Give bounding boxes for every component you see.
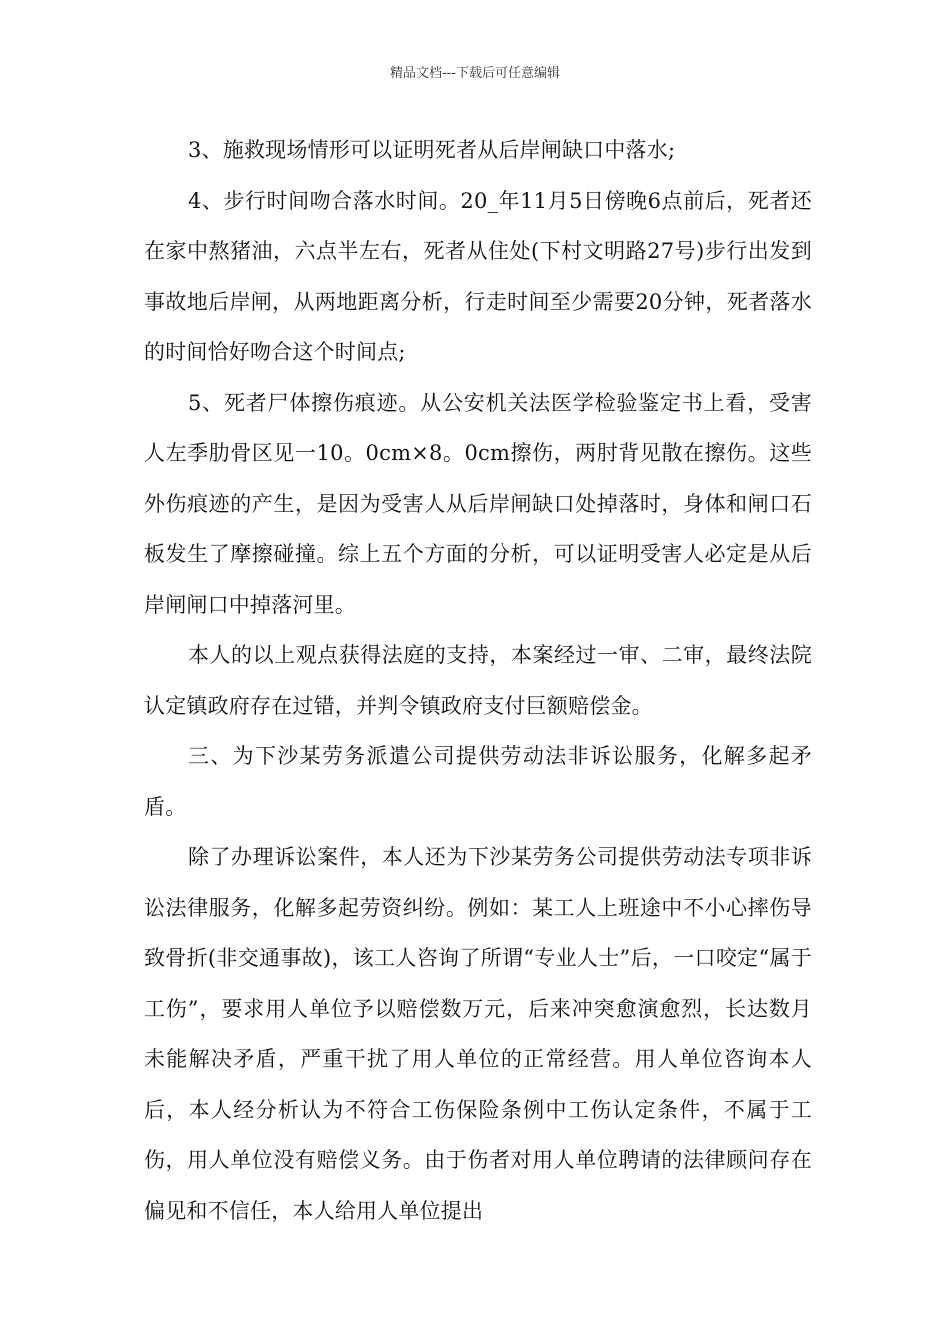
paragraph-court-ruling: 本人的以上观点获得法庭的支持，本案经过一审、二审，最终法院认定镇政府存在过错，并判令镇政府支付巨额赔偿金。: [144, 643, 812, 718]
section-heading-labor-service: 三、为下沙某劳务派遣公司提供劳动法非诉讼服务，化解多起矛盾。: [144, 744, 812, 819]
paragraph-rescue-scene: 3、施救现场情形可以证明死者从后岸闸缺口中落水;: [188, 138, 676, 162]
paragraph-non-litigation: 除了办理诉讼案件，本人还为下沙某劳务公司提供劳动法专项非诉讼法律服务，化解多起劳资纠纷。例如：某工人上班途中不小心摔伤导致骨折(非交通事故)，该工人咨询了所谓“专业人士”后，一口咬定“属于工伤”，要求用人单位予以赔偿数万元，后来冲突愈演愈烈，长达数月未能解决矛盾，严重干扰了用人单位的正常经营。用人单位咨询本人后，本人经分析认为不符合工伤保险条例中工伤认定条件，不属于工伤，用人单位没有赔偿义务。由于伤者对用人单位聘请的法律顾问存在偏见和不信任，本人给用人单位提出: [144, 845, 812, 1223]
paragraph-walking-time: 4、步行时间吻合落水时间。20_年11月5日傍晚6点前后，死者还在家中熬猪油，六点半左右，死者从住处(下村文明路27号)步行出发到事故地后岸闸，从两地距离分析，行走时间至少需要20分钟，死者落水的时间恰好吻合这个时间点;: [144, 188, 812, 364]
paragraph-abrasion-marks: 5、死者尸体擦伤痕迹。从公安机关法医学检验鉴定书上看，受害人左季肋骨区见一10。0cm×8。0cm擦伤，两肘背见散在擦伤。这些外伤痕迹的产生，是因为受害人从后岸闸缺口处掉落时，身体和闸口石板发生了摩擦碰撞。综上五个方面的分析，可以证明受害人必定是从后岸闸闸口中掉落河里。: [144, 390, 812, 617]
page-header: 精品文档---下载后可任意编辑: [389, 66, 561, 81]
document-body: [144, 125, 812, 1236]
